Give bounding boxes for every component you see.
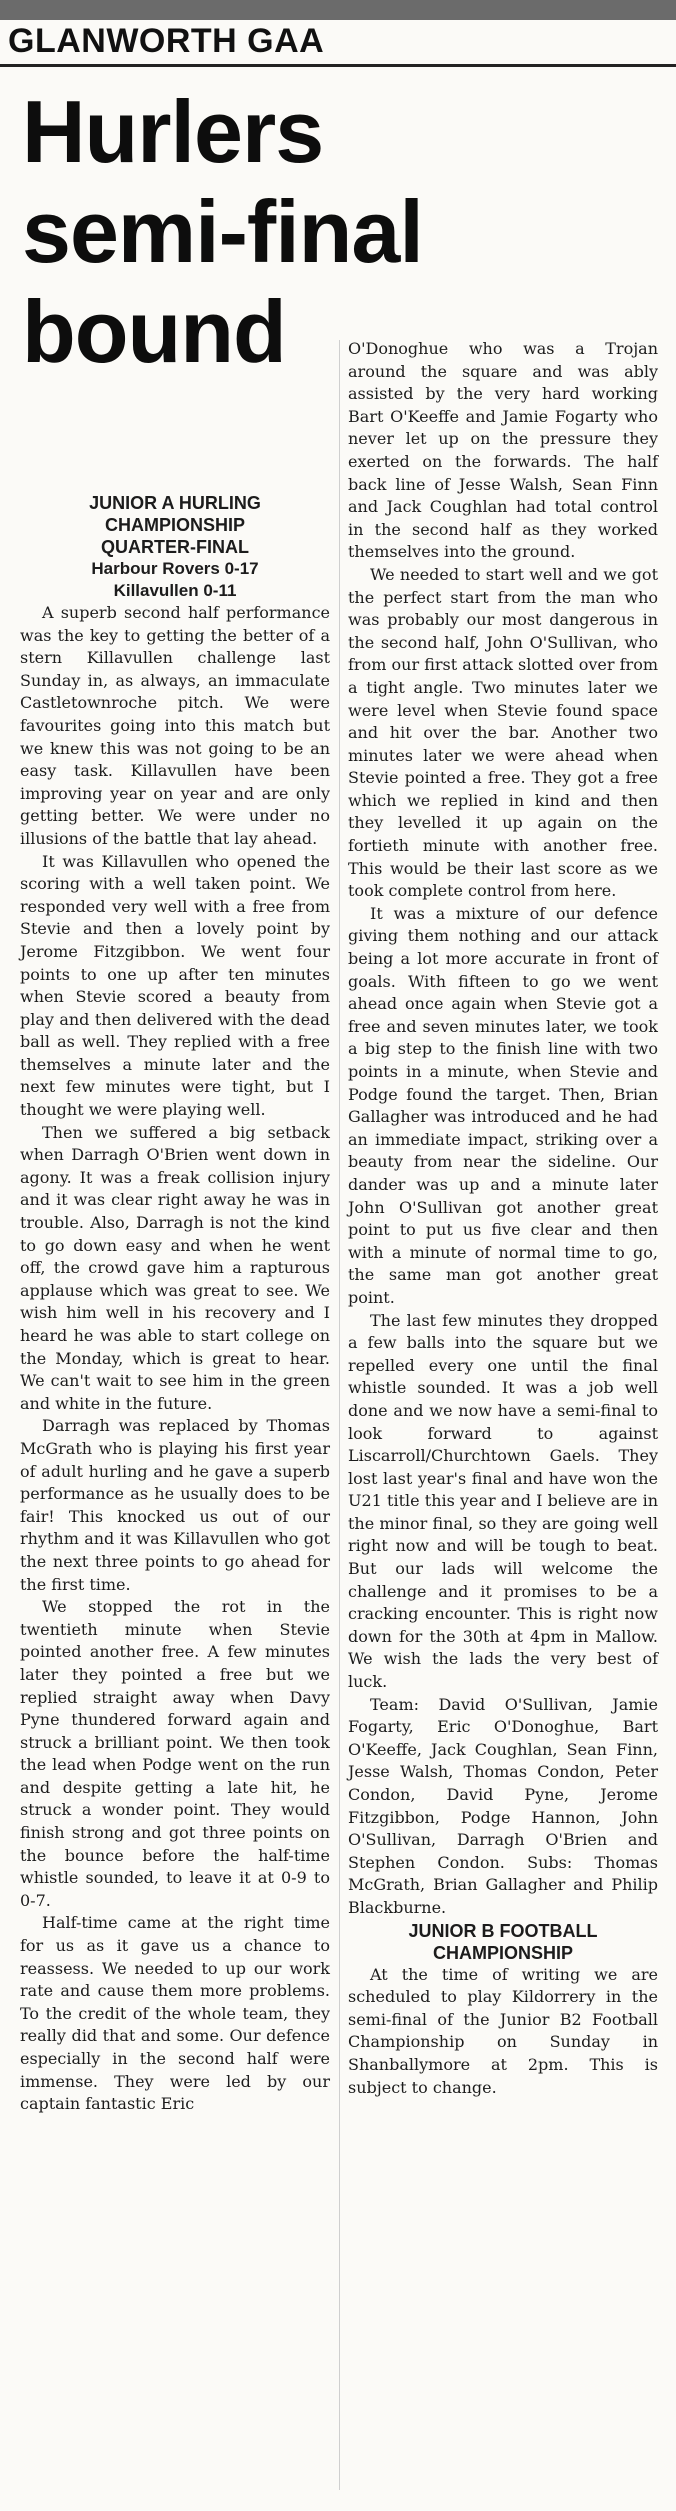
paragraph: O'Donoghue who was a Trojan around the square and was ably assisted by the very hard working Bart O'Keeffe and Jamie Fogarty who never let up on the pressure they exerted on the forwards. The half back line of Jesse Walsh, Sean Finn and Jack Coughlan had total control in the second half as they worked themselves into the ground.: [348, 339, 658, 562]
section-label: GLANWORTH GAA: [8, 22, 325, 60]
paragraph: It was Killavullen who opened the scoring with a well taken point. We responded very well with a free from Stevie and then a lovely point by Jerome Fitzgibbon. We went four points to one up after ten minutes when Stevie scored a beauty from play and then delivered with the dead ball as well. They replied with a free themselves a minute later and the next few minutes were tight, but I thought we were playing well.: [20, 851, 330, 1120]
article-column-right: [348, 338, 658, 2099]
subhead-football-1: JUNIOR B FOOTBALL: [408, 1920, 598, 1941]
article-column-left: [20, 492, 330, 2116]
subhead-competition-3: QUARTER-FINAL: [101, 537, 249, 557]
subhead-competition-2: CHAMPIONSHIP: [104, 515, 245, 535]
headline-line-1: Hurlers: [22, 82, 324, 181]
paragraph: We needed to start well and we got the perfect start from the man who was probably our most dangerous in the second half, John O'Sullivan, who from our first attack slotted over from a tight angle. Two minutes later we were level when Stevie found space and hit over the bar. Another two minutes later we were ahead when Stevie pointed a free. They got a free which we replied in kind and then they levelled it up again on the fortieth minute with another free. This would be their last score as we took complete control from here.: [348, 564, 658, 901]
paragraph: Then we suffered a big setback when Darragh O'Brien went down in agony. It was a freak collision injury and it was clear right away he was in trouble. Also, Darragh is not the kind to go down easy and when he went off, the crowd gave him a rapturous applause which was great to see. We wish him well in his recovery and I heard he was able to start college on the Monday, which is great to hear. We can't wait to see him in the green and white in the future.: [20, 1122, 330, 1413]
paragraph: We stopped the rot in the twentieth minute when Stevie pointed another free. A few minutes later they pointed a free but we replied straight away when Davy Pyne thundered forward again and struck a brilliant point. We then took the lead when Podge went on the run and despite getting a late hit, he struck a wonder point. They would finish strong and got three points on the bounce before the half-time whistle sounded, to leave it at 0-9 to 0-7.: [20, 1597, 330, 1910]
paragraph: The last few minutes they dropped a few balls into the square but we repelled every one until the final whistle sounded. It was a job well done and we now have a semi-final to look forward to against Liscarroll/Churchtown Gaels. They lost last year's final and have won the U21 title this year and I believe are in the minor final, so they are going well right now and will be tough to beat. But our lads will welcome the challenge and it promises to be a cracking encounter. This is right now down for the 30th at 4pm in Mallow. We wish the lads the very best of luck.: [348, 1310, 658, 1692]
paragraph: A superb second half performance was the key to getting the better of a stern Killavullen challenge last Sunday in, as always, an immaculate Castletownroche pitch. We were favourites going into this match but we knew this was not going to be an easy task. Killavullen have been improving year on year and are only getting better. We were under no illusions of the battle that lay ahead.: [20, 603, 330, 848]
subhead-competition-1: JUNIOR A HURLING: [89, 493, 261, 513]
subhead-football-2: CHAMPIONSHIP: [432, 1942, 573, 1963]
headline: [22, 82, 423, 382]
section-rule: [0, 64, 676, 67]
paragraph: Half-time came at the right time for us as it gave us a chance to reassess. We needed to up our work rate and cause them more problems. To the credit of the whole team, they really did that and some. Our defence especially in the second half were immense. They were led by our captain fantastic Eric: [20, 1913, 330, 2114]
top-bar: [0, 0, 676, 20]
result-line-2: Killavullen 0-11: [113, 581, 237, 600]
result-line-1: Harbour Rovers 0-17: [91, 559, 259, 578]
team-list: Team: David O'Sullivan, Jamie Fogarty, Eric O'Donoghue, Bart O'Keeffe, Jack Coughlan, Sean Finn, Jesse Walsh, Thomas Condon, Peter Condon, David Pyne, Jerome Fitzgibbon, Podge Hannon, John O'Sullivan, Darragh O'Brien and Stephen Condon. Subs: Thomas McGrath, Brian Gallagher and Philip Blackburne.: [348, 1694, 658, 1917]
headline-line-2: semi-final: [22, 182, 423, 281]
paragraph: Darragh was replaced by Thomas McGrath who is playing his first year of adult hurling and he gave a superb performance as he usually does to be fair! This knocked us out of our rhythm and it was Killavullen who got the next three points to go ahead for the first time.: [20, 1416, 330, 1594]
paragraph: It was a mixture of our defence giving them nothing and our attack being a lot more accurate in front of goals. With fifteen to go we went ahead once again when Stevie got a free and seven minutes later, we took a big step to the finish line with two points in a minute, when Stevie and Podge found the target. Then, Brian Gallagher was introduced and he had an immediate impact, striking over a beauty from near the sideline. Our dander was up and a minute later John O'Sullivan got another great point to put us five clear and then with a minute of normal time to go, the same man got another great point.: [348, 903, 658, 1307]
paragraph: At the time of writing we are scheduled to play Kildorrery in the semi-final of the Junior B2 Football Championship on Sunday in Shanballymore at 2pm. This is subject to change.: [348, 1964, 658, 2097]
column-divider: [339, 340, 340, 2490]
headline-line-3: bound: [22, 282, 286, 381]
